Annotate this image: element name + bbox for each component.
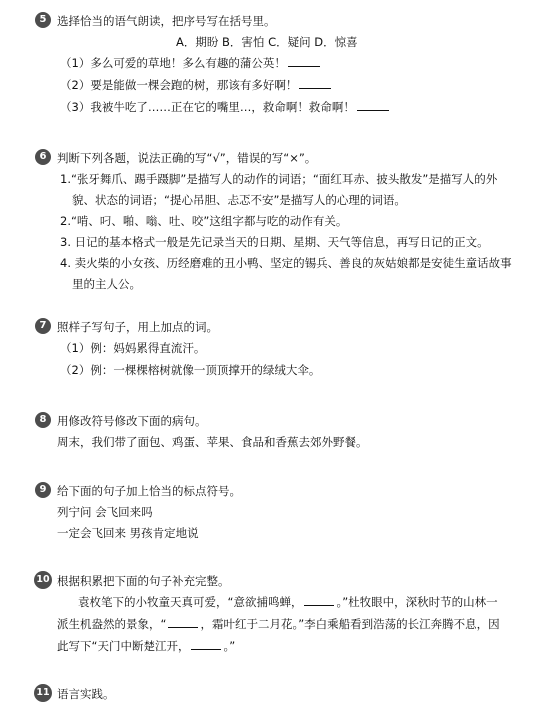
- options: A．期盼 B．害怕 C．疑问 D．惊喜: [176, 35, 358, 49]
- question-number: 8: [35, 412, 51, 428]
- answer-blank[interactable]: [304, 595, 334, 606]
- sentence-line: 派生机盎然的景象，“ ，霜叶红于二月花。”李白乘船看到浩荡的长江奔腾不息，因: [57, 617, 500, 631]
- item: （2）例：一棵棵榕树就像一顶顶撑开的绿绒大伞。: [60, 363, 321, 377]
- answer-blank[interactable]: [191, 639, 221, 650]
- item: 3. 日记的基本格式一般是先记录当天的日期、星期、天气等信息，再写日记的正文。: [60, 235, 489, 249]
- sentence: 周末，我们带了面包、鸡蛋、苹果、食品和香蕉去郊外野餐。: [57, 435, 368, 449]
- item-continued: 里的主人公。: [72, 277, 141, 291]
- sentence-line: 袁枚笔下的小牧童天真可爱，“意欲捕鸣蝉， 。”杜牧眼中，深秋时节的山林一: [78, 595, 498, 609]
- question-number: 5: [35, 12, 51, 28]
- item: 4. 卖火柴的小女孩、历经磨难的丑小鸭、坚定的锡兵、善良的灰姑娘都是安徒生童话故事: [60, 256, 512, 270]
- question-title: 用修改符号修改下面的病句。: [57, 414, 207, 428]
- question-title: 判断下列各题，说法正确的写“√”，错误的写“×”。: [57, 151, 317, 165]
- answer-blank[interactable]: [168, 617, 198, 628]
- question-title: 语言实践。: [57, 687, 115, 701]
- question-number: 6: [35, 149, 51, 165]
- item: 1.“张牙舞爪、踢手蹑脚”是描写人的动作的词语；“面红耳赤、披头散发”是描写人的外: [60, 172, 498, 186]
- question-number: 9: [35, 482, 51, 498]
- question-title: 给下面的句子加上恰当的标点符号。: [57, 484, 241, 498]
- item: （1）例：妈妈累得直流汗。: [60, 341, 206, 355]
- sentence-line: 此写下“天门中断楚江开， 。”: [57, 639, 236, 653]
- question-number: 11: [34, 684, 52, 702]
- item: 2.“啃、叼、啪、嗡、吐、咬”这组字都与吃的动作有关。: [60, 214, 348, 228]
- item: （1）多么可爱的草地！多么有趣的蒲公英！: [60, 55, 320, 71]
- question-title: 选择恰当的语气朗读，把序号写在括号里。: [57, 14, 276, 28]
- question-title: 照样子写句子，用上加点的词。: [57, 320, 218, 334]
- item-continued: 貌、状态的词语；“提心吊胆、忐忑不安”是描写人的心理的词语。: [72, 193, 406, 207]
- sentence: 列宁问 会飞回来吗: [57, 505, 153, 519]
- item: （3）我被牛吃了……正在它的嘴里…，救命啊！救命啊！: [60, 99, 389, 115]
- question-title: 根据积累把下面的句子补充完整。: [57, 574, 230, 588]
- question-number: 7: [35, 318, 51, 334]
- sentence: 一定会飞回来 男孩肯定地说: [57, 526, 199, 540]
- item: （2）要是能做一棵会跑的树，那该有多好啊！: [60, 77, 331, 93]
- answer-blank[interactable]: [357, 100, 389, 111]
- question-number: 10: [34, 571, 52, 589]
- answer-blank[interactable]: [288, 56, 320, 67]
- answer-blank[interactable]: [299, 78, 331, 89]
